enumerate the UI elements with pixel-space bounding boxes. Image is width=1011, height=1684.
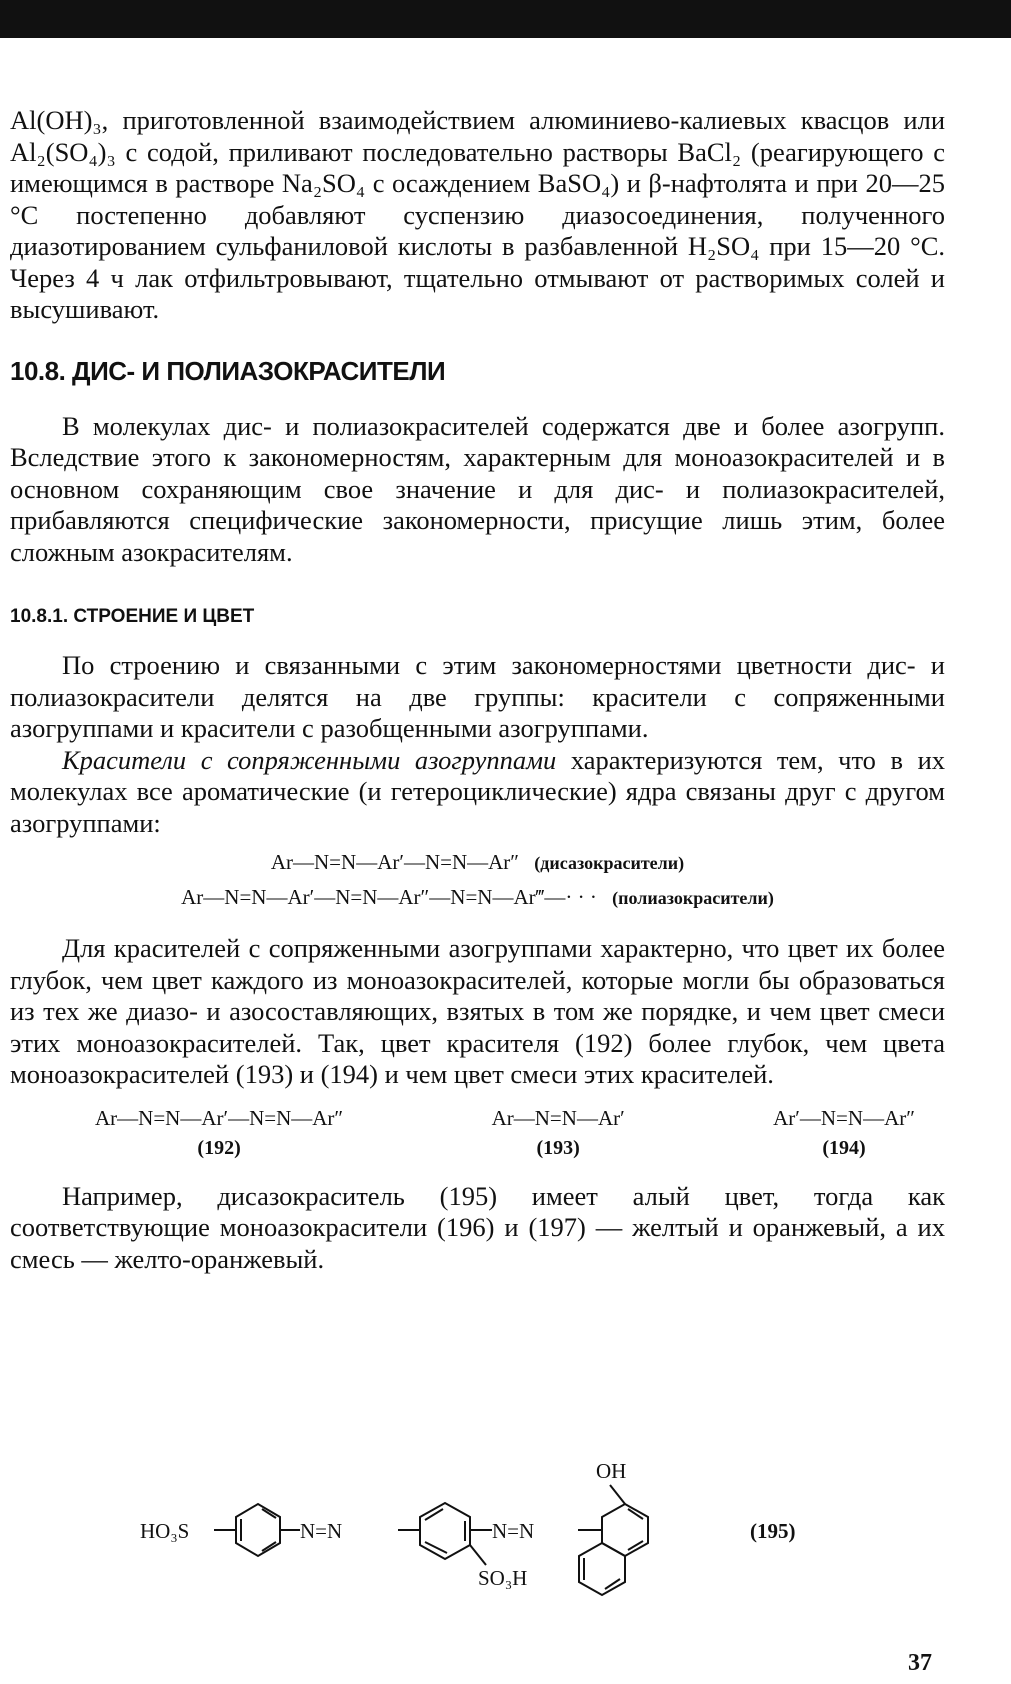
formula-polyazo-note: (полиазокрасители) <box>612 888 774 908</box>
naphthalene-ring-bottom <box>579 1543 625 1595</box>
compound-formula: Ar—N=N—Ar′—N=N—Ar″ <box>95 1105 344 1130</box>
section-paragraph: В молекулах дис- и полиазокрасителей содержатся две и более азогрупп. Вследствие этого к закономерностям, характерным для моноазокрасителей и в основном сохраняющим свое значение и для дис- и полиазокрасителей, прибавляются специфические закономерности, присущие лишь этим, более сложным азокрасителям. <box>10 410 945 567</box>
example-paragraph: Например, дисазокраситель (195) имеет алый цвет, тогда как соответствующие моноазокрасители (196) и (197) — желтый и оранжевый, а их смесь — желто-оранжевый. <box>10 1180 945 1274</box>
top-border <box>0 0 1011 38</box>
formula-polyazo <box>10 880 945 915</box>
compound-number: (192) <box>197 1136 241 1159</box>
formula-disazo <box>10 845 945 880</box>
intro-paragraph: Al(OH)₃, приготовленной взаимодействием алюминиево-калиевых квасцов или Al₂(SO₄)₃ с содой, приливают последовательно растворы BaCl₂ (реагирующего с имеющимся в растворе Na₂SO₄ с осаждением BaSO₄) и β-нафтолята и при 20—25 °С постепенно добавляют суспензию диазосоединения, полученного диазотированием сульфаниловой кислоты в разбавленной H₂SO₄ при 15—20 °С. Через 4 ч лак отфильтровывают, тщательно отмывают от растворимых солей и высушивают. <box>10 105 945 324</box>
naphthalene-ring-top <box>602 1504 648 1556</box>
page-number: 37 <box>908 1650 932 1676</box>
compound-number-195: (195) <box>750 1519 796 1543</box>
bond-sulfo-middle <box>470 1545 486 1565</box>
benzene-ring-left <box>236 1504 280 1556</box>
compound-number: (193) <box>536 1136 580 1159</box>
structure-paragraph: По строению и связанными с этим закономерностями цветности дис- и полиазокрасители делятся на две группы: красители с сопряженными азогруппами и красители с разобщенными азогруппами. <box>10 650 945 743</box>
subsection-heading: 10.8.1. СТРОЕНИЕ И ЦВЕТ <box>10 606 255 627</box>
compound-number: (194) <box>822 1136 866 1159</box>
compound-193 <box>492 1103 625 1163</box>
color-paragraph: Для красителей с сопряженными азогруппами характерно, что цвет их более глубок, чем цвет каждого из моноазокрасителей, которые могли бы образоваться из тех же диазо- и азосоставляющих, взятых в том же порядке, и чем цвет смеси этих моноазокрасителей. Так, цвет красителя (192) более глубок, чем цвета моноазокрасителей (193) и (194) и чем цвет смеси этих красителей. <box>10 933 945 1089</box>
compound-192 <box>95 1103 343 1163</box>
compound-formulas <box>95 1103 915 1163</box>
benzene-ring-middle <box>420 1503 470 1559</box>
section-heading: 10.8. ДИС- И ПОЛИАЗОКРАСИТЕЛИ <box>10 355 446 386</box>
formula-polyazo-text: Ar—N=N—Ar′—N=N—Ar″—N=N—Ar‴—· · · <box>181 885 597 909</box>
formula-disazo-note: (дисазокрасители) <box>534 853 685 873</box>
sulfo-group-middle: SO₃H <box>478 1566 528 1590</box>
azo-group-1: N=N <box>300 1519 343 1543</box>
compound-formula: Ar′—N=N—Ar″ <box>773 1105 915 1130</box>
hydroxy-group: OH <box>596 1459 627 1483</box>
conjugated-term: Красители с сопряженными азогруппами <box>62 744 557 775</box>
conjugated-paragraph <box>10 745 945 840</box>
azo-group-2: N=N <box>492 1519 535 1543</box>
compound-194 <box>773 1103 915 1163</box>
bond-hydroxy <box>610 1485 625 1504</box>
page-body <box>10 105 945 1275</box>
compound-formula: Ar—N=N—Ar′ <box>491 1105 625 1130</box>
formula-disazo-text: Ar—N=N—Ar′—N=N—Ar″ <box>270 850 520 874</box>
conjugated-rest: характеризуются тем, что в их молекулах все ароматические (и гетероциклические) ядра связаны друг с другом азогруппами: <box>10 744 945 838</box>
structure-195 <box>0 1445 1011 1625</box>
sulfo-group-left: HO₃S <box>140 1519 190 1543</box>
